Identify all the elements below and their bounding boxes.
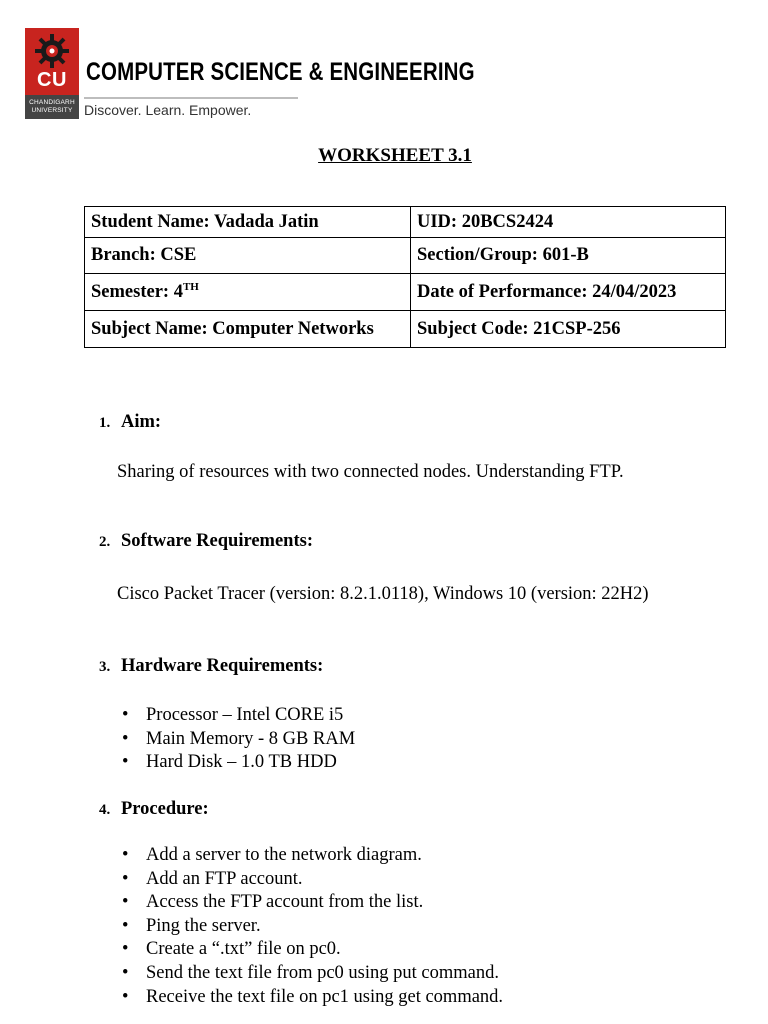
semester-label: Semester: 4: [91, 282, 183, 303]
procedure-list: [117, 844, 503, 1009]
section-heading: Hardware Requirements:: [121, 656, 324, 676]
section-heading: Software Requirements:: [121, 531, 313, 551]
section-number: 3.: [99, 659, 111, 675]
uid-cell: UID: 20BCS2424: [411, 207, 726, 238]
list-item: • Send the text file from pc0 using put command.: [117, 962, 503, 986]
aim-heading: [99, 412, 161, 433]
semester-cell: [85, 274, 411, 311]
list-item: • Access the FTP account from the list.: [117, 891, 503, 915]
subject-code-cell: Subject Code: 21CSP-256: [411, 311, 726, 348]
student-name-cell: Student Name: Vadada Jatin: [85, 207, 411, 238]
list-item: • Hard Disk – 1.0 TB HDD: [117, 751, 355, 775]
section-heading: Aim:: [121, 412, 162, 432]
list-item: • Processor – Intel CORE i5: [117, 704, 355, 728]
software-text: Cisco Packet Tracer (version: 8.2.1.0118), Windows 10 (version: 22H2): [117, 584, 649, 604]
branch-cell: Branch: CSE: [85, 238, 411, 274]
subject-name-cell: Subject Name: Computer Networks: [85, 311, 411, 348]
section-number: 2.: [99, 534, 111, 550]
section-group-cell: Section/Group: 601-B: [411, 238, 726, 274]
semester-suffix: TH: [182, 280, 199, 293]
list-item: • Receive the text file on pc1 using get command.: [117, 986, 503, 1010]
procedure-heading: [99, 799, 209, 820]
logo-text: CU: [37, 69, 67, 91]
department-name: COMPUTER SCIENCE & ENGINEERING: [86, 58, 475, 86]
tagline: Discover. Learn. Empower.: [84, 102, 252, 118]
aim-text: Sharing of resources with two connected nodes. Understanding FTP.: [117, 462, 624, 482]
hardware-heading: [99, 656, 323, 677]
header-divider: [84, 97, 298, 99]
date-cell: Date of Performance: 24/04/2023: [411, 274, 726, 311]
list-item: • Add an FTP account.: [117, 868, 503, 892]
list-item: • Main Memory - 8 GB RAM: [117, 728, 355, 752]
worksheet-title: WORKSHEET 3.1: [318, 145, 472, 166]
list-item: • Add a server to the network diagram.: [117, 844, 503, 868]
section-number: 4.: [99, 802, 111, 818]
list-item: • Ping the server.: [117, 915, 503, 939]
list-item: • Create a “.txt” file on pc0.: [117, 938, 503, 962]
hardware-list: [117, 704, 355, 775]
section-number: 1.: [99, 415, 111, 431]
university-logo: [25, 28, 79, 119]
logo-subtext: CHANDIGARH UNIVERSITY: [25, 95, 79, 119]
section-heading: Procedure:: [121, 799, 209, 819]
student-info-table: [84, 206, 726, 348]
software-heading: [99, 531, 313, 552]
gear-emblem-icon: [33, 32, 71, 70]
